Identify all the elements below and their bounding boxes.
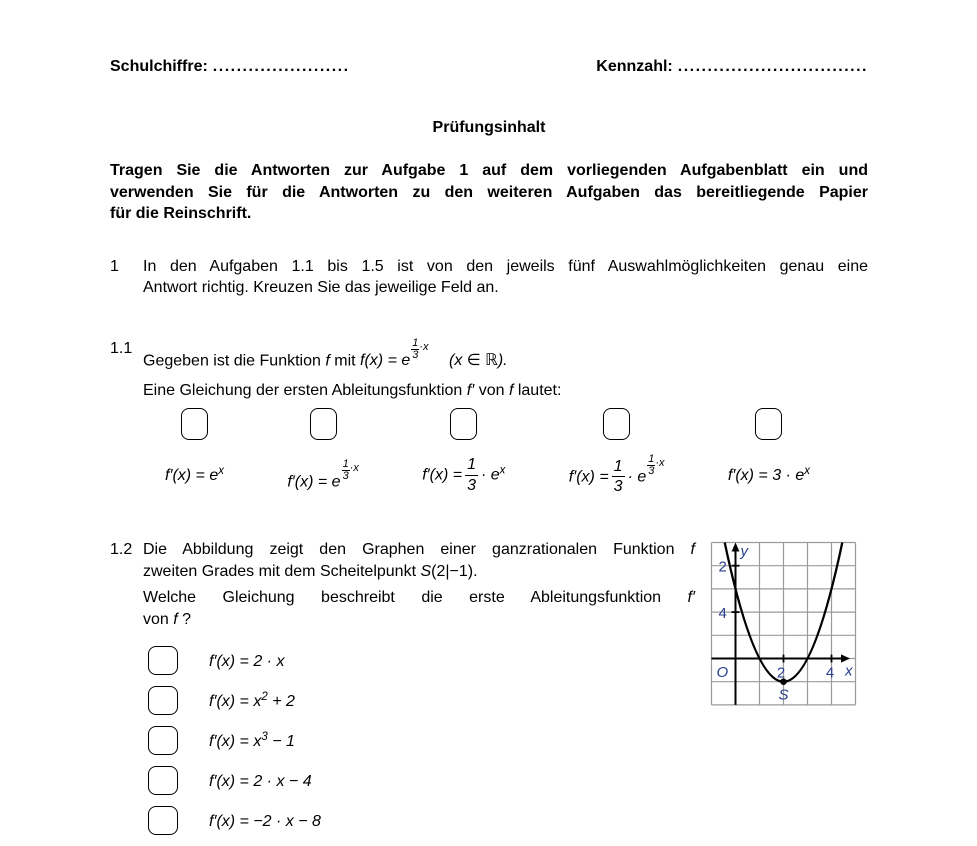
x-tick-label-4: 4	[825, 664, 835, 682]
y-axis-label: y	[740, 543, 748, 560]
statement-text: zweiten Grades mit dem Scheitelpunkt	[143, 562, 417, 580]
question-1-1-statement	[143, 338, 561, 380]
option-formula: f′(x) = 2 · x	[209, 653, 285, 671]
kennzahl-fill-line[interactable]: ................................	[677, 58, 868, 75]
function-symbol: f	[690, 541, 695, 558]
question-1-1	[110, 338, 868, 402]
answer-checkbox-1-1-d[interactable]	[603, 408, 630, 440]
function-symbol: f	[173, 610, 178, 628]
option-row	[148, 720, 695, 760]
option-formula: $f'(x) = x^3 - 1$	[209, 731, 295, 751]
answer-checkbox-1-2-c[interactable]	[148, 726, 178, 755]
question-1-1-prompt	[143, 380, 561, 402]
school-code-field	[110, 57, 350, 76]
answer-checkbox-1-2-b[interactable]	[148, 686, 178, 715]
school-code-fill-line[interactable]: .......................	[212, 58, 350, 75]
option-column	[728, 408, 810, 506]
question-1-2-body	[143, 539, 695, 840]
instructions-line: für die Reinschrift.	[110, 205, 252, 222]
x-axis-label: x	[845, 662, 853, 680]
answer-checkbox-1-2-d[interactable]	[148, 766, 178, 795]
y-axis-arrow	[732, 543, 740, 552]
prompt-text: Eine Gleichung der ersten Ableitungsfunktion	[143, 381, 463, 399]
kennzahl-label: Kennzahl:	[596, 58, 673, 75]
option-column	[569, 408, 665, 506]
task-1-number: 1	[110, 257, 119, 275]
prompt-text: von	[478, 381, 505, 399]
option-formula: f′(x) = e $\frac{1}{3}$ ·x	[287, 457, 359, 491]
page-title: Prüfungsinhalt	[432, 119, 546, 136]
derivative-symbol: f′	[466, 381, 475, 399]
domain-note: (x ∈ ℝ).	[449, 352, 508, 370]
option-formula: $f'(x) = x^2 + 2$	[209, 691, 295, 711]
statement-text: Gegeben ist die Funktion	[143, 352, 321, 370]
kennzahl-field	[596, 57, 868, 76]
vertex-label: S	[778, 686, 789, 704]
fraction: $\frac{1}{3}$	[467, 455, 476, 494]
header-row	[110, 57, 868, 76]
function-symbol: f	[325, 352, 330, 370]
x-axis-arrow	[841, 654, 850, 662]
question-1-1-number: 1.1	[110, 339, 133, 357]
statement-line	[143, 539, 695, 561]
option-formula: f′(x) = −2 · x − 8	[209, 813, 321, 831]
question-1-2-options	[148, 640, 695, 840]
question-1-2	[110, 539, 868, 840]
prompt-text: lautet:	[517, 381, 562, 399]
prompt-line	[143, 609, 695, 631]
function-formula: f(x) = e $\frac{1}{3}$ ·x	[360, 336, 429, 370]
answer-checkbox-1-2-a[interactable]	[148, 646, 178, 675]
answer-checkbox-1-1-c[interactable]	[450, 408, 477, 440]
prompt-text: von	[143, 610, 169, 628]
x-tick-label-2: 2	[776, 664, 786, 682]
option-row	[148, 640, 695, 680]
question-1-2-number: 1.2	[110, 541, 133, 558]
instructions-line: Tragen Sie die Antworten zur Aufgabe 1 auf dem vorliegenden Aufgabenblatt ein und	[110, 162, 868, 179]
option-row	[148, 680, 695, 720]
exponent-fraction: $\frac{1}{3}$ ·x	[342, 457, 359, 483]
option-formula: $f'(x) = e^x$	[165, 465, 224, 484]
option-row	[148, 800, 695, 840]
question-1-2-statement	[143, 539, 695, 582]
task-1-line: Antwort richtig. Kreuzen Sie das jeweilige Feld an.	[143, 279, 499, 296]
option-row	[148, 760, 695, 800]
question-1-2-prompt	[143, 587, 695, 630]
fraction: $\frac{1}{3}$	[613, 457, 623, 496]
statement-line	[143, 561, 695, 583]
answer-checkbox-1-1-b[interactable]	[310, 408, 337, 440]
statement-text: mit	[334, 352, 356, 370]
option-formula: f′(x) = $\frac{1}{3}$ · $e^x$	[422, 455, 506, 494]
exponent-fraction: $\frac{1}{3}$ ·x	[412, 336, 429, 362]
parabola-graph	[710, 541, 858, 709]
option-formula: f′(x) = 2 · x − 4	[209, 773, 312, 791]
question-1-1-options	[165, 408, 810, 506]
answer-checkbox-1-1-a[interactable]	[181, 408, 208, 440]
y-tick-label-4: 2	[718, 558, 727, 576]
instructions-line: verwenden Sie für die Antworten zu den weiteren Aufgaben das bereitliegende Papier	[110, 183, 868, 201]
option-formula: $f'(x) = 3 \cdot e^x$	[727, 465, 810, 484]
function-symbol: f	[508, 381, 514, 399]
derivative-symbol: f′	[687, 589, 695, 606]
origin-label: O	[716, 664, 729, 681]
axis-ticks	[732, 566, 832, 663]
answer-checkbox-1-2-e[interactable]	[148, 806, 178, 835]
option-column	[287, 408, 359, 506]
task-1-intro	[110, 256, 868, 299]
prompt-line	[143, 587, 695, 609]
statement-text: Die Abbildung zeigt den Graphen einer ganzrationalen Funktion	[143, 541, 675, 558]
answer-checkbox-1-1-e[interactable]	[755, 408, 782, 440]
prompt-text: ?	[182, 610, 192, 628]
instructions-paragraph	[110, 160, 868, 225]
option-formula: f′(x) = $\frac{1}{3}$ · e $\frac{1}{3}$ ·x	[568, 452, 665, 496]
option-column	[165, 408, 224, 506]
vertex-notation: S(2|−1).	[420, 562, 478, 580]
exponent-fraction: $\frac{1}{3}$ ·x	[648, 452, 665, 478]
prompt-text: Welche Gleichung beschreibt die erste Ableitungsfunktion	[143, 589, 662, 606]
task-1-line: In den Aufgaben 1.1 bis 1.5 ist von den jeweils fünf Auswahlmöglichkeiten genau eine	[143, 257, 868, 275]
question-1-1-body	[143, 338, 561, 402]
task-1-text	[143, 256, 868, 299]
y-tick-label-2: 4	[718, 605, 727, 622]
school-code-label: Schulchiffre:	[110, 58, 208, 75]
option-column	[422, 408, 505, 506]
